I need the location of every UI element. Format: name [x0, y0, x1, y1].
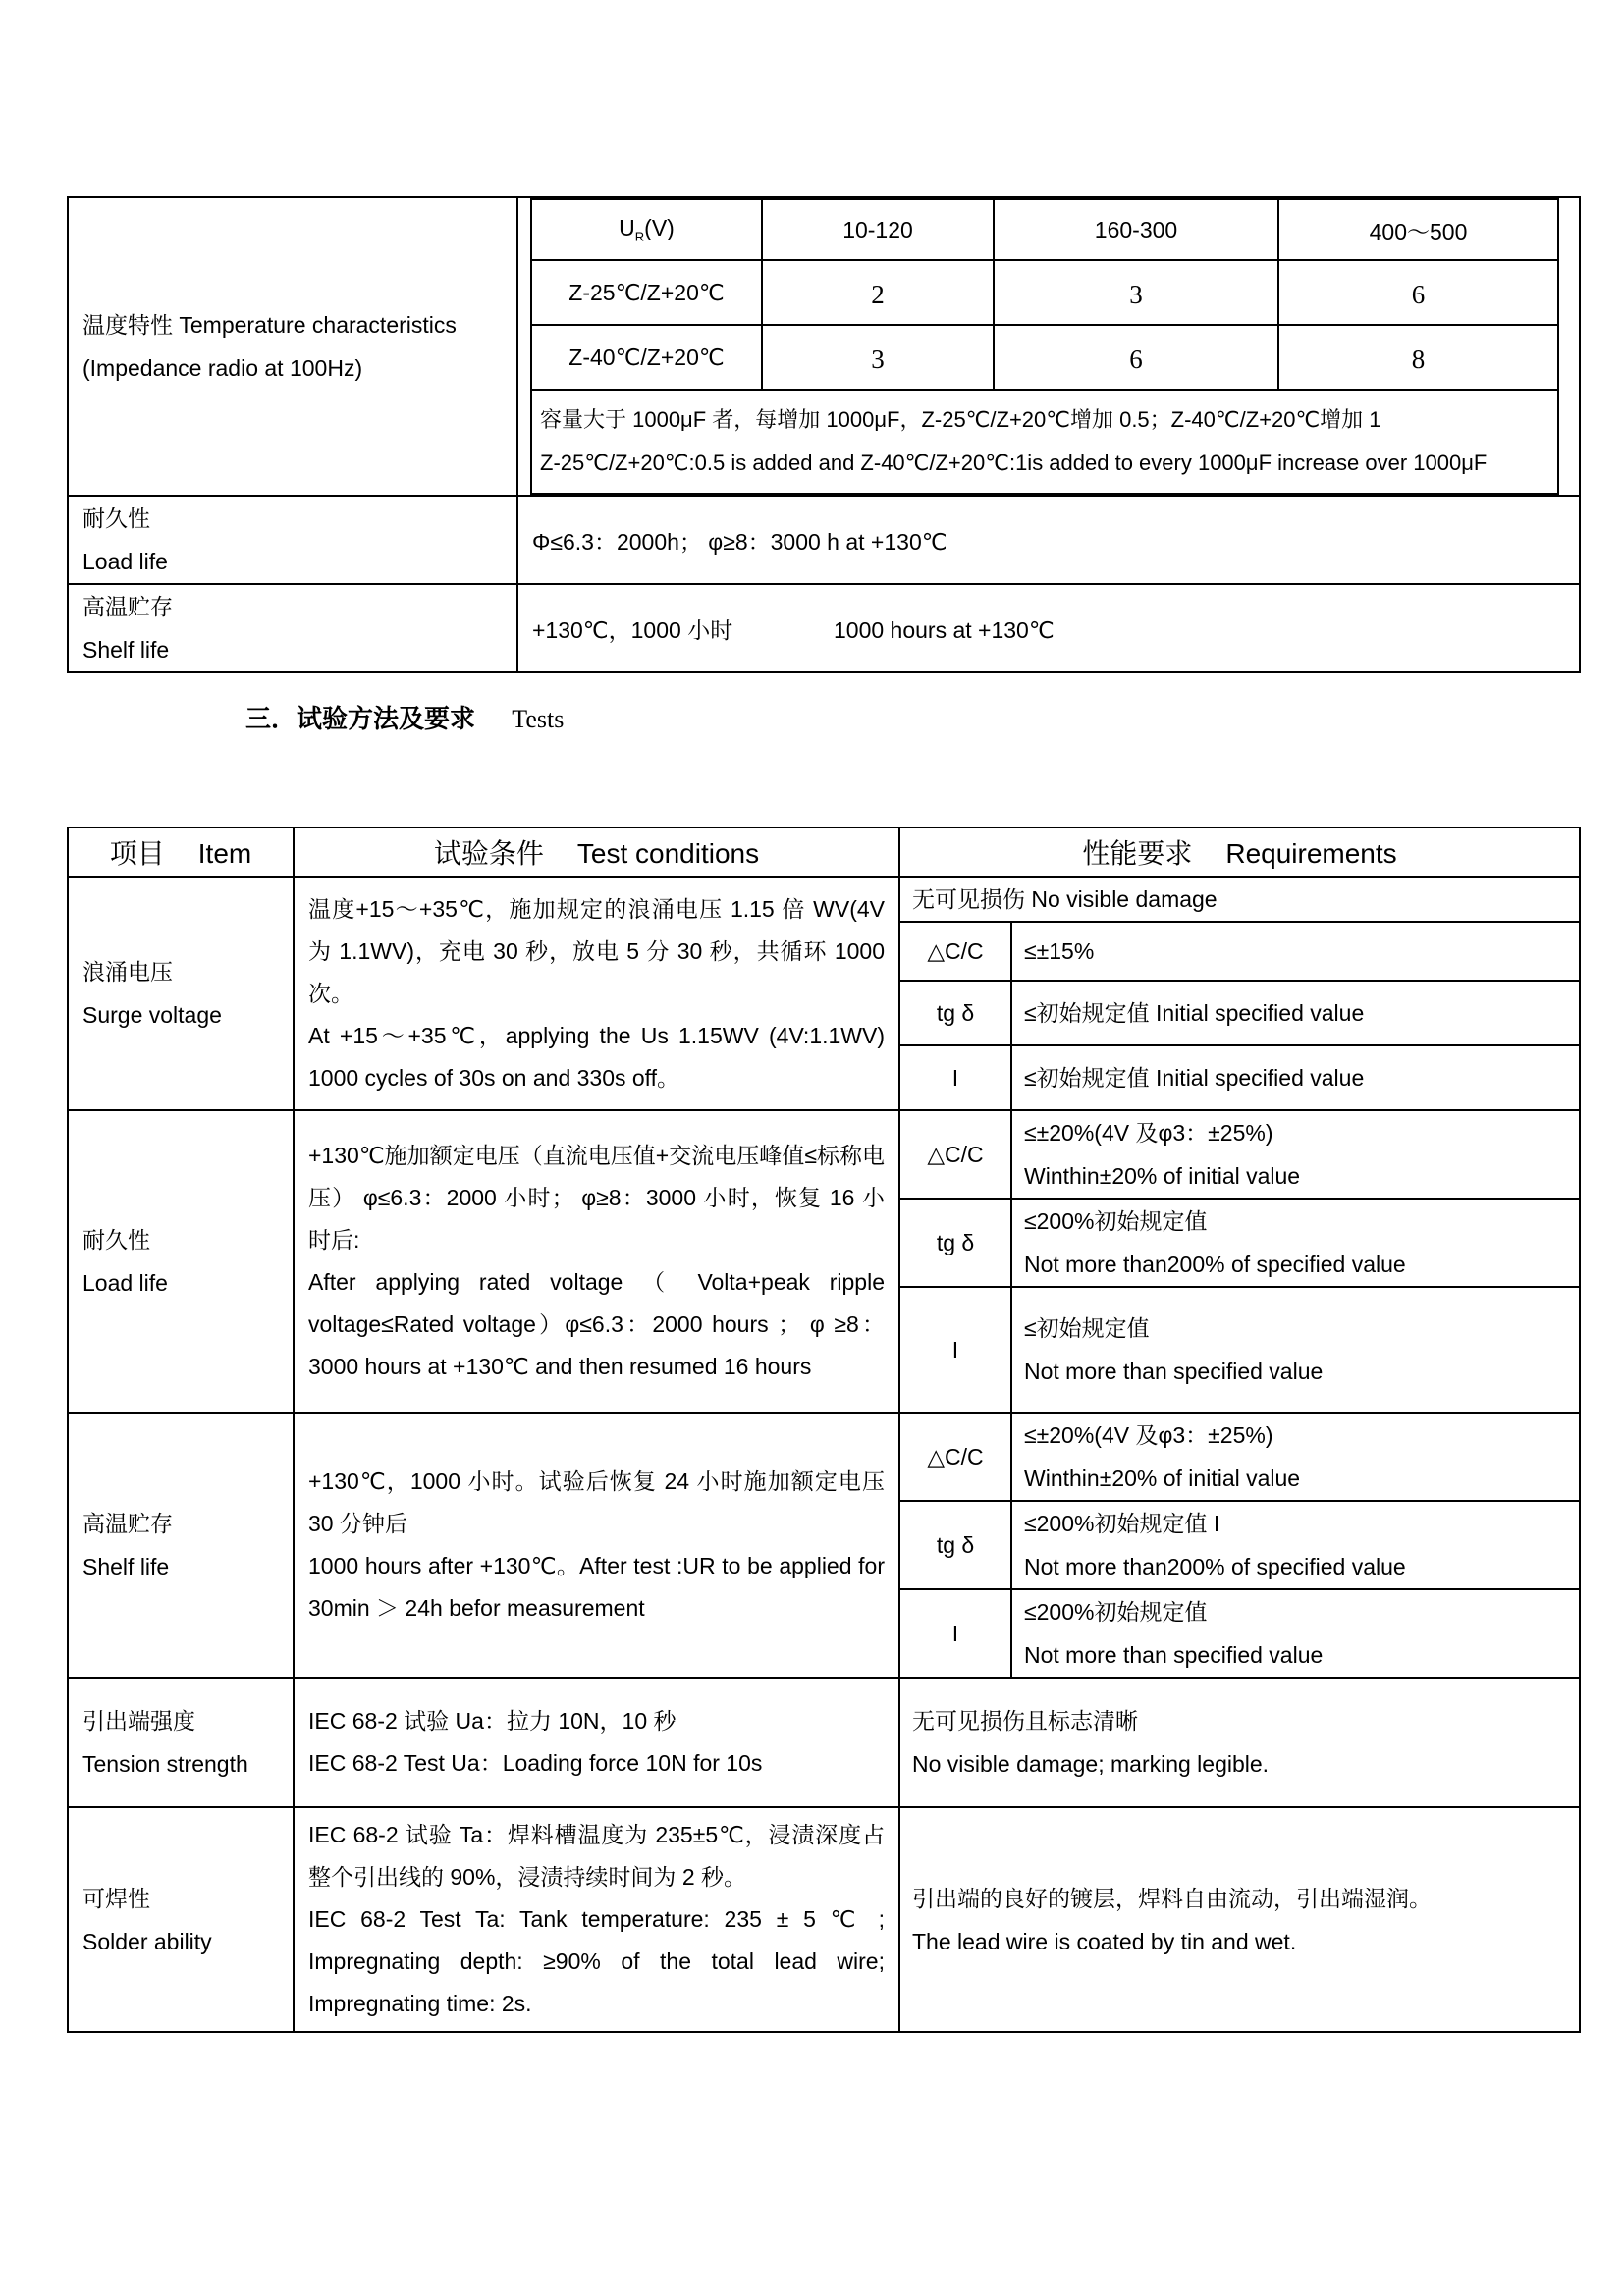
- load-row: [68, 1110, 1580, 1199]
- tests-header-row: [68, 828, 1580, 877]
- load-label-cell: [68, 1110, 294, 1413]
- section-heading: [245, 699, 564, 735]
- tests-table: [67, 827, 1581, 2033]
- solder-requirements: [899, 1807, 1580, 2032]
- surge-tg-req: ≤初始规定值 Initial specified value: [1011, 981, 1580, 1045]
- surge-i-req: ≤初始规定值 Initial specified value: [1011, 1045, 1580, 1110]
- section-title-cn: 三．试验方法及要求: [245, 705, 476, 734]
- section-title-en: Tests: [512, 705, 565, 733]
- load-cap-req: ≤±20%(4V 及φ3：±25%) Winthin±20% of initial value: [1011, 1110, 1580, 1199]
- shelf-label-cn: 高温贮存: [82, 1511, 173, 1536]
- solder-req-cn: 引出端的良好的镀层，焊料自由流动，引出端湿润。: [912, 1885, 1432, 1911]
- header-range-3: 400～500: [1278, 199, 1558, 260]
- tension-label-en: Tension strength: [82, 1751, 248, 1777]
- impedance-row-z25: [531, 260, 1558, 325]
- shelf-i-req: ≤200%初始规定值 Not more than specified value: [1011, 1589, 1580, 1678]
- tension-req-cn: 无可见损伤且标志清晰: [912, 1708, 1138, 1734]
- shelf-tg-req: ≤200%初始规定值 I Not more than200% of specified value: [1011, 1501, 1580, 1589]
- tension-label-cn: 引出端强度: [82, 1708, 195, 1734]
- load-cap-symbol: △C/C: [899, 1110, 1011, 1199]
- load-cond-cn: +130℃施加额定电压（直流电压值+交流电压峰值≤标称电压） φ≤6.3：2000 小时； φ≥8：3000 小时，恢复 16 小时后:: [308, 1143, 885, 1253]
- surge-cond-en: At +15～+35℃，applying the Us 1.15WV (4V:1.1WV) 1000 cycles of 30s on and 330s off。: [308, 1022, 885, 1091]
- temperature-label-cell: [68, 197, 517, 496]
- shelf-cap-req: ≤±20%(4V 及φ3：±25%) Winthin±20% of initial value: [1011, 1413, 1580, 1501]
- row-label-z40: Z-40℃/Z+20℃: [531, 325, 762, 390]
- shelf-row: [68, 1413, 1580, 1501]
- temperature-row: [68, 197, 1580, 496]
- shelf-life-label-en: Shelf life: [82, 637, 170, 663]
- header-item: 项目 Item: [68, 828, 294, 877]
- load-i-req: ≤初始规定值 Not more than specified value: [1011, 1287, 1580, 1413]
- tension-label-cell: [68, 1678, 294, 1807]
- load-i-symbol: I: [899, 1287, 1011, 1413]
- row-label-z25: Z-25℃/Z+20℃: [531, 260, 762, 325]
- solder-cond-en: IEC 68-2 Test Ta: Tank temperature: 235 ± 5 ℃ ; Impregnating depth: ≥90% of the total lead wire; Impregnating time: 2s.: [308, 1906, 885, 2016]
- characteristics-table: [67, 196, 1581, 673]
- header-conditions: 试验条件 Test conditions: [294, 828, 899, 877]
- surge-cap-symbol: △C/C: [899, 922, 1011, 981]
- surge-label-en: Surge voltage: [82, 1002, 222, 1028]
- load-life-value: Φ≤6.3：2000h； φ≥8：3000 h at +130℃: [517, 496, 1580, 584]
- header-ur: $U_R(V)$: [531, 199, 762, 260]
- solder-row: [68, 1807, 1580, 2032]
- header-range-2: 160-300: [994, 199, 1278, 260]
- surge-row: [68, 877, 1580, 922]
- solder-label-cn: 可焊性: [82, 1885, 150, 1911]
- temperature-label-en: (Impedance radio at 100Hz): [82, 355, 363, 381]
- surge-label-cn: 浪涌电压: [82, 959, 173, 985]
- load-conditions: [294, 1110, 899, 1413]
- shelf-conditions: [294, 1413, 899, 1678]
- load-tg-req: ≤200%初始规定值 Not more than200% of specified value: [1011, 1199, 1580, 1287]
- load-life-row: [68, 496, 1580, 584]
- shelf-life-label-cell: [68, 584, 517, 672]
- header-requirements: 性能要求 Requirements: [899, 828, 1580, 877]
- z25-value-2: 3: [994, 260, 1278, 325]
- surge-req-top: 无可见损伤 No visible damage: [899, 877, 1580, 922]
- shelf-cond-en: 1000 hours after +130℃。After test :UR to be applied for 30min ＞ 24h befor measurement: [308, 1553, 885, 1621]
- temperature-label-cn: 温度特性 Temperature characteristics: [82, 312, 457, 338]
- tension-cond-cn: IEC 68-2 试验 Ua：拉力 10N，10 秒: [308, 1708, 677, 1734]
- z40-value-1: 3: [762, 325, 994, 390]
- shelf-label-en: Shelf life: [82, 1554, 170, 1579]
- surge-label-cell: [68, 877, 294, 1110]
- impedance-header-row: [531, 199, 1558, 260]
- load-label-cn: 耐久性: [82, 1227, 150, 1253]
- z40-value-2: 6: [994, 325, 1278, 390]
- note-en: Z-25℃/Z+20℃:0.5 is added and Z-40℃/Z+20℃:1is added to every 1000μF increase over 1000μF: [540, 451, 1488, 475]
- shelf-cond-cn: +130℃，1000 小时。试验后恢复 24 小时施加额定电压 30 分钟后: [308, 1468, 885, 1536]
- solder-label-cell: [68, 1807, 294, 2032]
- shelf-life-value-cell: [517, 584, 1580, 672]
- load-cond-en: After applying rated voltage （ Volta+peak ripple voltage≤Rated voltage）φ≤6.3：2000 hours ； φ ≥8：3000 hours at +130℃ and then resumed 16 hours: [308, 1269, 885, 1379]
- surge-tg-symbol: tg δ: [899, 981, 1011, 1045]
- note-cn: 容量大于 1000μF 者，每增加 1000μF，Z-25℃/Z+20℃增加 0.5；Z-40℃/Z+20℃增加 1: [540, 407, 1381, 432]
- impedance-cell: [517, 197, 1580, 496]
- load-life-label-cn: 耐久性: [82, 506, 150, 531]
- surge-i-symbol: I: [899, 1045, 1011, 1110]
- z25-value-1: 2: [762, 260, 994, 325]
- shelf-i-symbol: I: [899, 1589, 1011, 1678]
- impedance-row-z40: [531, 325, 1558, 390]
- shelf-tg-symbol: tg δ: [899, 1501, 1011, 1589]
- solder-cond-cn: IEC 68-2 试验 Ta：焊料槽温度为 235±5℃，浸渍深度占整个引出线的 90%，浸渍持续时间为 2 秒。: [308, 1822, 885, 1890]
- z25-value-3: 6: [1278, 260, 1558, 325]
- solder-req-en: The lead wire is coated by tin and wet.: [912, 1928, 1297, 1954]
- shelf-life-value-cn: +130℃，1000 小时: [532, 616, 733, 643]
- load-life-label-en: Load life: [82, 549, 168, 574]
- header-range-1: 10-120: [762, 199, 994, 260]
- solder-label-en: Solder ability: [82, 1928, 212, 1954]
- tension-req-en: No visible damage; marking legible.: [912, 1751, 1270, 1777]
- shelf-cap-symbol: △C/C: [899, 1413, 1011, 1501]
- tension-conditions: [294, 1678, 899, 1807]
- surge-cond-cn: 温度+15～+35℃，施加规定的浪涌电压 1.15 倍 WV(4V 为 1.1WV)，充电 30 秒，放电 5 分 30 秒，共循环 1000 次。: [308, 895, 885, 1006]
- impedance-table: [530, 198, 1559, 495]
- z40-value-3: 8: [1278, 325, 1558, 390]
- impedance-note-row: [531, 390, 1558, 494]
- load-life-label-cell: [68, 496, 517, 584]
- shelf-life-row: [68, 584, 1580, 672]
- load-tg-symbol: tg δ: [899, 1199, 1011, 1287]
- shelf-life-value-en: 1000 hours at +130℃: [833, 616, 1055, 643]
- surge-conditions: [294, 877, 899, 1110]
- surge-cap-req: ≤±15%: [1011, 922, 1580, 981]
- tension-cond-en: IEC 68-2 Test Ua：Loading force 10N for 10s: [308, 1750, 763, 1776]
- tension-requirements: [899, 1678, 1580, 1807]
- shelf-life-label-cn: 高温贮存: [82, 594, 173, 619]
- impedance-note: [531, 390, 1558, 494]
- shelf-label-cell: [68, 1413, 294, 1678]
- load-label-en: Load life: [82, 1270, 168, 1296]
- solder-conditions: [294, 1807, 899, 2032]
- tension-row: [68, 1678, 1580, 1807]
